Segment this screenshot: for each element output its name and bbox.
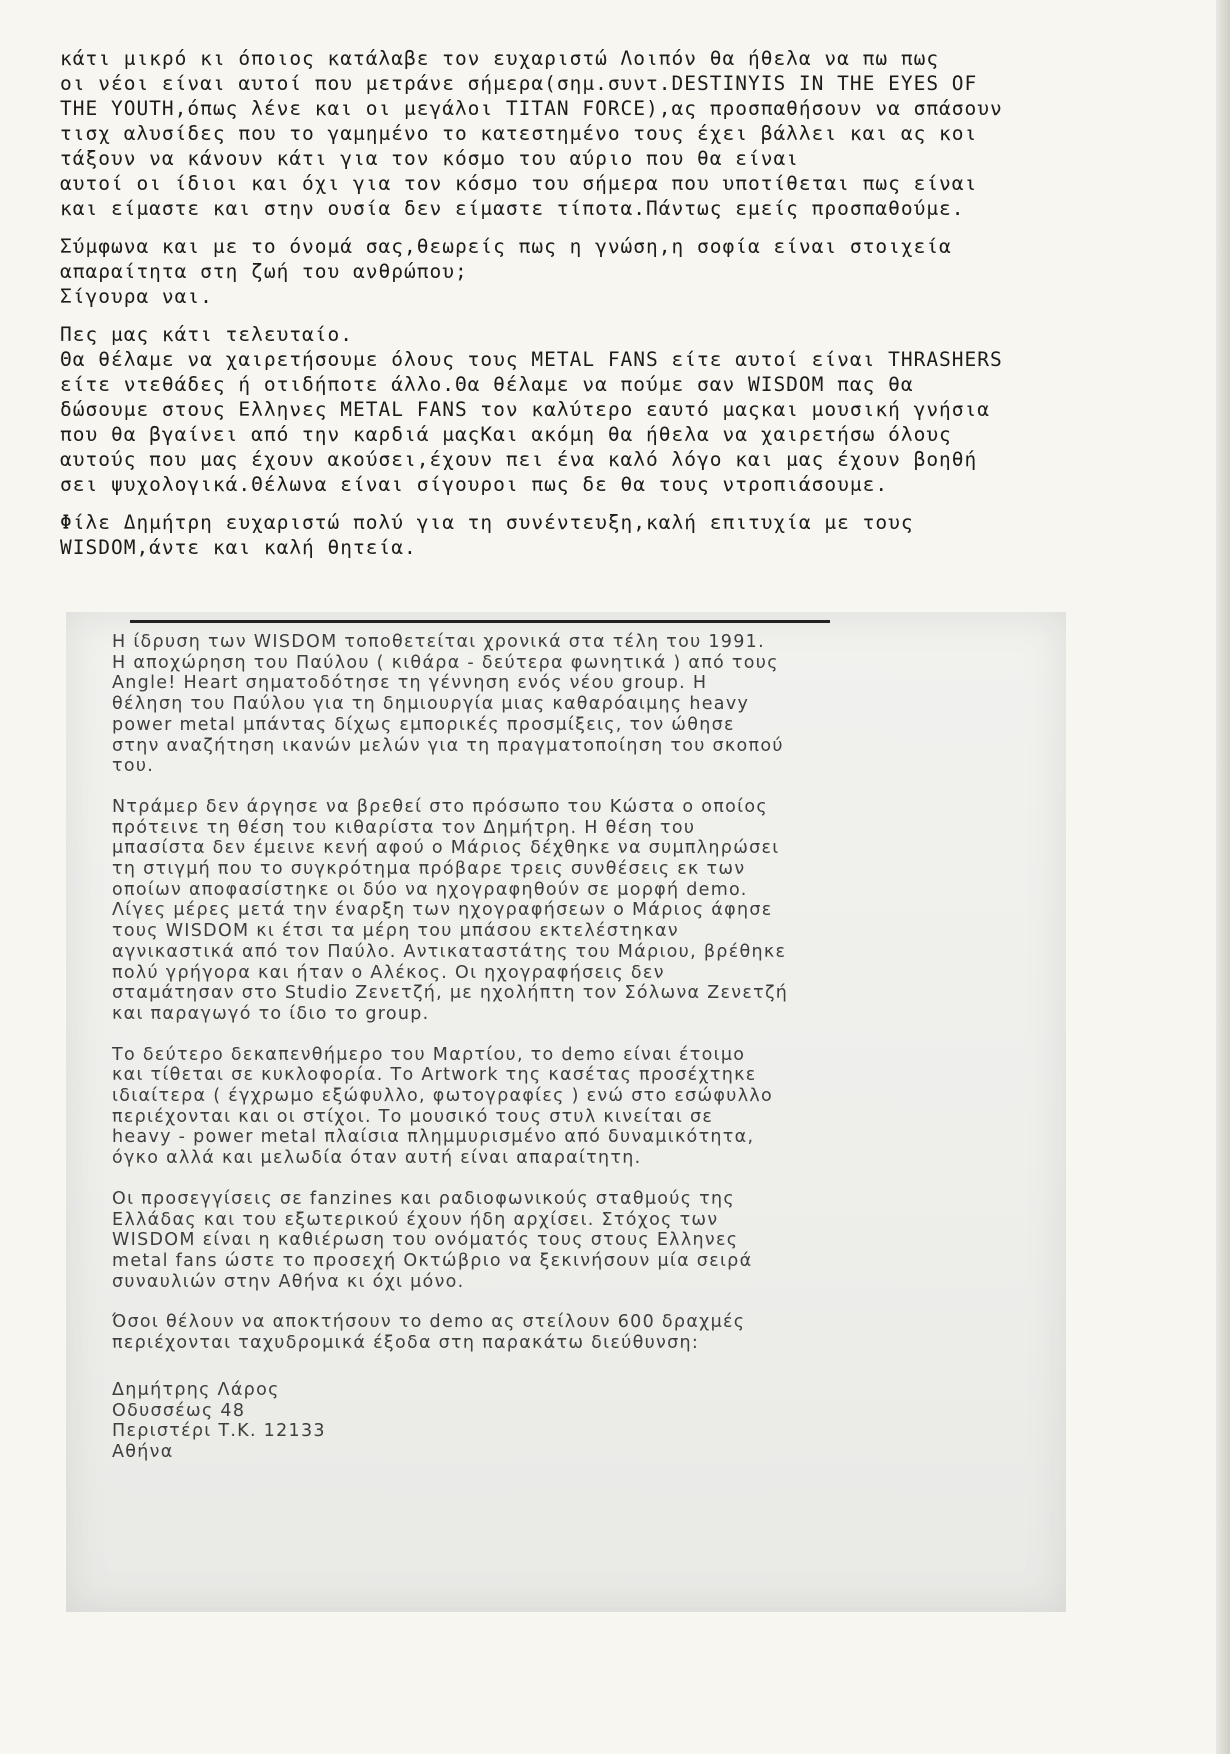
page-edge: [1216, 0, 1230, 1754]
text-line: που θα βγαίνει από την καρδιά μαςΚαι ακόμη θα ήθελα να χαιρετήσω όλους: [60, 423, 952, 446]
text-line: τάξουν να κάνουν κάτι για τον κόσμο του αύριο που θα είναι: [60, 147, 799, 170]
text-line: σει ψυχολογικά.Θέλωνα είναι σίγουροι πως δε θα τους ντροπιάσουμε.: [60, 473, 889, 496]
text-line: Πες μας κάτι τελευταίο.: [60, 323, 354, 346]
clipping-top-rule: [130, 620, 830, 623]
text-line: αυτοί οι ίδιοι και όχι για τον κόσμο του σήμερα που υποτίθεται πως είναι: [60, 172, 978, 195]
text-line: αυτούς που μας έχουν ακούσει,έχουν πει ένα καλό λόγο και μας έχουν βοηθή: [60, 448, 978, 471]
text-line: του.: [112, 756, 155, 777]
text-line: ιδιαίτερα ( έγχρωμο εξώφυλλο, φωτογραφίες ) ενώ στο εσώφυλλο: [112, 1086, 774, 1107]
text-line: THE YOUTH,όπως λένε και οι μεγάλοι TITAN FORCE),ας προσπαθήσουν να σπάσουν: [60, 97, 1003, 120]
typed-interview-text: [60, 46, 1210, 560]
text-line: Όσοι θέλουν να αποκτήσουν το demo ας στείλουν 600 δραχμές: [112, 1312, 746, 1333]
address-line: Περιστέρι Τ.Κ. 12133: [112, 1421, 326, 1442]
text-line: δώσουμε στους Ελληνες METAL FANS τον καλύτερο εαυτό μαςκαι μουσική γνήσια: [60, 398, 991, 421]
text-line: σταμάτησαν στο Studio Ζενετζή, με ηχολήπτη τον Σόλωνα Ζενετζή: [112, 983, 789, 1004]
text-line: περιέχονται ταχυδρομικά έξοδα στη παρακάτω διεύθυνση:: [112, 1333, 700, 1354]
text-line: τους WISDOM κι έτσι τα μέρη του μπάσου εκτελέστηκαν: [112, 921, 679, 942]
text-line: στην αναζήτηση ικανών μελών για τη πραγματοποίηση του σκοπού: [112, 735, 784, 756]
text-line: θέληση του Παύλου για τη δημιουργία μιας καθαρόαιμης heavy: [112, 694, 750, 715]
text-line: πρότεινε τη θέση του κιθαρίστα τον Δημήτρη. Η θέση του: [112, 817, 696, 838]
text-line: Η αποχώρηση του Παύλου ( κιθάρα - δεύτερα φωνητικά ) από τους: [112, 652, 779, 673]
paragraph-gap: [60, 221, 1210, 234]
text-line: WISDOM είναι η καθιέρωση του ονόματός τους στους Ελληνες: [112, 1230, 739, 1251]
text-line: τισχ αλυσίδες που το γαμημένο το κατεστημένο τους έχει βάλλει και ας κοι: [60, 122, 978, 145]
text-line: Σίγουρα ναι.: [60, 285, 213, 308]
paragraph-gap: [112, 777, 1072, 797]
text-line: metal fans ώστε το προσεχή Οκτώβριο να ξεκινήσουν μία σειρά: [112, 1250, 753, 1271]
paragraph-gap: [112, 1292, 1072, 1312]
text-line: απαραίτητα στη ζωή του ανθρώπου;: [60, 260, 468, 283]
text-line: Ελλάδας και του εξωτερικού έχουν ήδη αρχίσει. Στόχος των: [112, 1209, 719, 1230]
text-line: τη στιγμή που το συγκρότημα πρόβαρε τρεις συνθέσεις εκ των: [112, 859, 746, 880]
text-line: και είμαστε και στην ουσία δεν είμαστε τίποτα.Πάντως εμείς προσπαθούμε.: [60, 197, 965, 220]
text-line: μπασίστα δεν έμεινε κενή αφού ο Μάριος δέχθηκε να συμπληρώσει: [112, 838, 780, 859]
text-line: και τίθεται σε κυκλοφορία. Το Artwork της κασέτας προσέχτηκε: [112, 1065, 757, 1086]
text-line: πολύ γρήγορα και ήταν ο Αλέκος. Οι ηχογραφήσεις δεν: [112, 962, 665, 983]
text-line: κάτι μικρό κι όποιος κατάλαβε τον ευχαριστώ Λοιπόν θα ήθελα να πω πως: [60, 47, 940, 70]
text-line: Σύμφωνα και με το όνομά σας,θεωρείς πως η γνώση,η σοφία είναι στοιχεία: [60, 235, 952, 258]
text-line: power metal μπάντας δίχως εμπορικές προσμίξεις, τον ώθησε: [112, 714, 735, 735]
paragraph-gap: [112, 1169, 1072, 1189]
text-line: heavy - power metal πλαίσια πλημμυρισμένο από δυναμικότητα,: [112, 1127, 755, 1148]
text-line: οι νέοι είναι αυτοί που μετράνε σήμερα(σημ.συντ.DESTINYIS IN THE EYES OF: [60, 72, 978, 95]
paragraph-gap: [112, 1354, 1072, 1374]
address-line: Δημήτρης Λάρος: [112, 1379, 280, 1400]
text-line: Οι προσεγγίσεις σε fanzines και ραδιοφωνικούς σταθμούς της: [112, 1188, 735, 1209]
text-line: Λίγες μέρες μετά την έναρξη των ηχογραφήσεων ο Μάριος άφησε: [112, 900, 773, 921]
text-line: Angle! Heart σηματοδότησε τη γέννηση ενός νέου group. Η: [112, 673, 708, 694]
text-line: Θα θέλαμε να χαιρετήσουμε όλους τους METAL FANS είτε αυτοί είναι THRASHERS: [60, 348, 1003, 371]
clipping-text: [112, 632, 1072, 1463]
paragraph-gap: [60, 497, 1210, 510]
address-line: Οδυσσέως 48: [112, 1400, 246, 1421]
text-line: αγνικαστικά από τον Παύλο. Αντικαταστάτης του Μάριου, βρέθηκε: [112, 941, 787, 962]
text-line: και παραγωγό το ίδιο το group.: [112, 1003, 430, 1024]
text-line: όγκο αλλά και μελωδία όταν αυτή είναι απαραίτητη.: [112, 1148, 642, 1169]
paragraph-gap: [60, 309, 1210, 322]
text-line: Ντράμερ δεν άργησε να βρεθεί στο πρόσωπο του Κώστα ο οποίος: [112, 796, 768, 817]
text-line: οποίων αποφασίστηκε οι δύο να ηχογραφηθούν σε μορφή demo.: [112, 879, 748, 900]
text-line: Φίλε Δημήτρη ευχαριστώ πολύ για τη συνέντευξη,καλή επιτυχία με τους: [60, 511, 914, 534]
text-line: Η ίδρυση των WISDOM τοποθετείται χρονικά στα τέλη του 1991.: [112, 632, 765, 652]
text-line: συναυλιών στην Αθήνα κι όχι μόνο.: [112, 1271, 465, 1292]
text-line: WISDOM,άντε και καλή θητεία.: [60, 536, 417, 559]
paragraph-gap: [112, 1025, 1072, 1045]
text-line: είτε ντεθάδες ή οτιδήποτε άλλο.Θα θέλαμε να πούμε σαν WISDOM πας θα: [60, 373, 914, 396]
text-line: περιέχονται και οι στίχοι. Το μουσικό τους στυλ κινείται σε: [112, 1106, 714, 1127]
address-line: Αθήνα: [112, 1441, 174, 1462]
text-line: Το δεύτερο δεκαπενθήμερο του Μαρτίου, το demo είναι έτοιμο: [112, 1044, 746, 1065]
postal-address: [112, 1380, 1072, 1463]
